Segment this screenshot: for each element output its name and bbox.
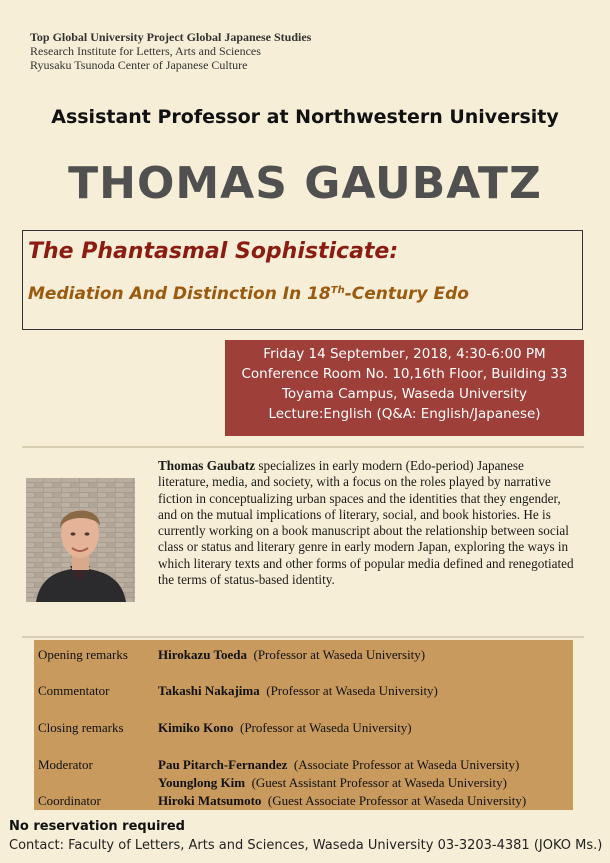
speaker-name: THOMAS GAUBATZ <box>68 158 542 209</box>
event-date: Friday 14 September, 2018, 4:30-6:00 PM <box>263 346 546 362</box>
program-entry-closing: Kimiko Kono (Professor at Waseda University) <box>158 720 412 735</box>
divider-top <box>22 446 584 448</box>
event-campus: Toyama Campus, Waseda University <box>281 386 528 402</box>
lecture-title: The Phantasmal Sophisticate: <box>28 239 399 264</box>
contact-info: Contact: Faculty of Letters, Arts and Sciences, Waseda University 03-3203-4381 (JOKO Ms.) <box>9 838 603 853</box>
org-line-3: Ryusaku Tsunoda Center of Japanese Culture <box>30 58 248 72</box>
program-entry-moderator: Pau Pitarch-Fernandez (Associate Professor at Waseda University) <box>158 757 520 772</box>
program-label-commentator: Commentator <box>38 683 110 698</box>
portrait-image <box>26 478 135 602</box>
org-line-1: Top Global University Project Global Japanese Studies <box>30 30 312 44</box>
speaker-photo <box>26 478 135 602</box>
lecture-subtitle: Mediation And Distinction In 18Th-Century Edo <box>28 284 469 304</box>
reservation-note: No reservation required <box>9 819 185 834</box>
divider-bottom <box>22 636 584 638</box>
program-entry-coordinator: Hiroki Matsumoto (Guest Associate Professor at Waseda University) <box>158 793 527 808</box>
program-label-moderator: Moderator <box>38 757 93 772</box>
org-line-2: Research Institute for Letters, Arts and Sciences <box>30 44 261 58</box>
bio-name: Thomas Gaubatz <box>158 458 256 473</box>
program-label-coordinator: Coordinator <box>38 793 101 808</box>
program-entry-opening: Hirokazu Toeda (Professor at Waseda University) <box>158 647 426 662</box>
program-entry-moderator-2: Younglong Kim (Guest Assistant Professor at Waseda University) <box>158 775 507 790</box>
speaker-bio <box>158 458 578 588</box>
organizer-block <box>30 30 311 72</box>
program-label-closing: Closing remarks <box>38 720 124 735</box>
speaker-role: Assistant Professor at Northwestern University <box>51 106 559 128</box>
program-entry-commentator: Takashi Nakajima (Professor at Waseda University) <box>158 683 438 698</box>
program-label-opening: Opening remarks <box>38 647 128 662</box>
event-room: Conference Room No. 10,16th Floor, Building 33 <box>241 366 568 382</box>
bio-text: specializes in early modern (Edo-period) Japanese literature, media, and society, with a focus on the roles played by narrative fiction in conceptualizing urban spaces and the identities that they engender, and on the mutual implications of literary, social, and book histories. He is currently working on a book manuscript about the relationship between social class or status and literary genre in early modern Japan, exploring the ways in which literary texts and other forms of popular media defined and renegotiated the terms of status-based identity. <box>158 458 574 588</box>
event-details-box <box>225 340 584 436</box>
program-table <box>34 640 573 810</box>
event-language: Lecture:English (Q&A: English/Japanese) <box>268 406 541 422</box>
